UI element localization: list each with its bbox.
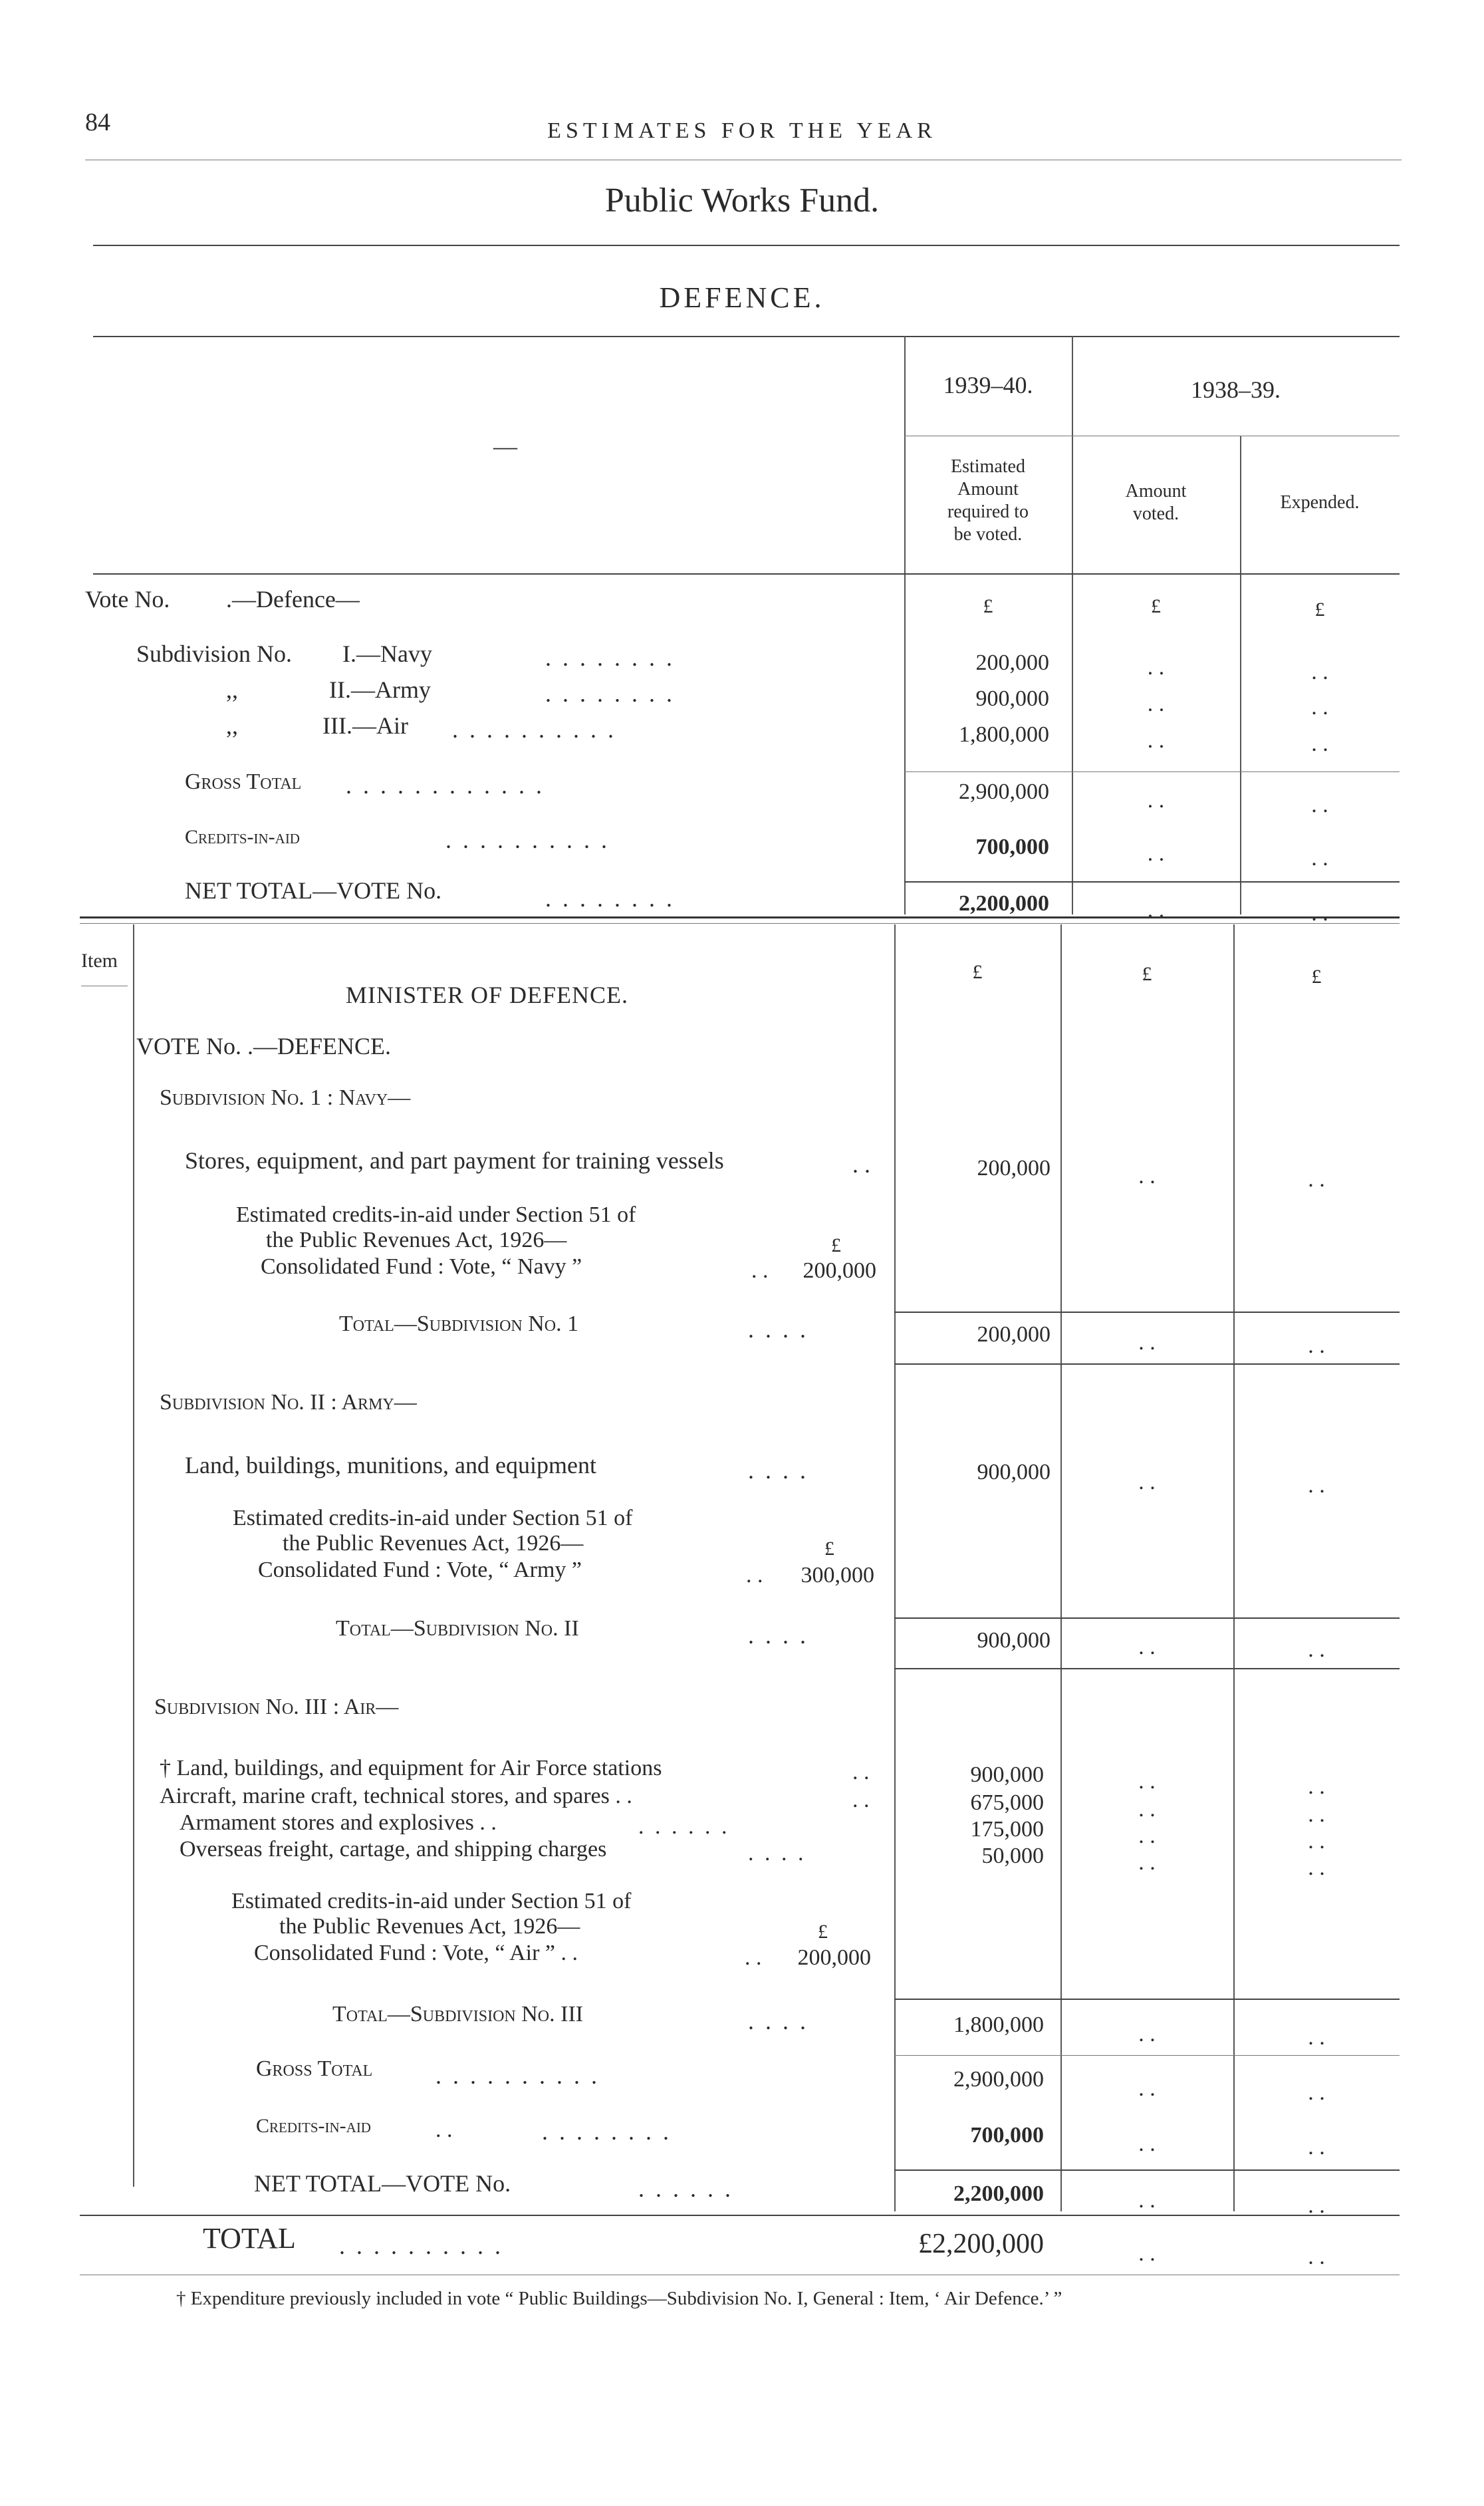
nil-cell: . .: [1308, 2080, 1325, 2105]
leader-dots: . .: [751, 1258, 769, 1283]
nil-cell: . .: [1311, 695, 1328, 720]
detail-net-rule: [894, 2169, 1400, 2171]
army-total-rule: [894, 1617, 1400, 1619]
nil-cell: . .: [1308, 1167, 1325, 1192]
leader-dots: . . . . . . . .: [545, 885, 675, 912]
fund-title: Public Works Fund.: [604, 182, 880, 219]
army-credits-line1: Estimated credits-in-aid under Section 51 of: [233, 1506, 633, 1530]
leader-dots: . . . . . . . .: [545, 680, 675, 707]
leader-dots: . . . . . . . .: [542, 2118, 672, 2145]
air-credits-line3: Consolidated Fund : Vote, “ Air ” . .: [254, 1941, 578, 1965]
year-previous: 1938–39.: [1191, 376, 1281, 403]
nil-cell: . .: [1311, 732, 1328, 756]
leader-dots: . .: [746, 1563, 763, 1588]
leader-dots: . . . . . . . .: [545, 644, 675, 671]
summary-row-value: 900,000: [975, 686, 1049, 711]
detail-net-total-value: 2,200,000: [953, 2181, 1044, 2206]
leader-dots: . . . .: [748, 1457, 808, 1484]
navy-credits-value: 200,000: [803, 1258, 876, 1283]
navy-total-value: 200,000: [977, 1322, 1051, 1347]
summary-row-num: III.—Air: [322, 712, 408, 739]
nil-cell: . .: [1138, 1797, 1156, 1822]
summary-bottom-rule: [80, 916, 1400, 918]
leader-dots: . . . . . . . . . .: [435, 2062, 600, 2089]
summary-currency-3: £: [1314, 599, 1325, 621]
leader-dots: . . . .: [748, 2008, 808, 2034]
col1-header: [904, 456, 1072, 546]
summary-row-value: 1,800,000: [959, 722, 1049, 747]
nil-cell: . .: [1138, 2241, 1156, 2266]
detail-net-total-label: NET TOTAL—VOTE No.: [254, 2170, 511, 2197]
running-title: ESTIMATES FOR THE YEAR: [547, 118, 937, 143]
nil-cell: . .: [1311, 793, 1328, 817]
air-credits-line2: the Public Revenues Act, 1926—: [279, 1914, 580, 1939]
summary-row-num: II.—Army: [329, 676, 431, 703]
nil-cell: . .: [1138, 1769, 1156, 1794]
army-line-value: 900,000: [977, 1460, 1051, 1484]
table-top-rule: [93, 336, 1400, 337]
summary-net-total-value: 2,200,000: [959, 891, 1049, 916]
col1-header-line-3: required to: [947, 501, 1029, 522]
nil-cell: . .: [1308, 1473, 1325, 1498]
item-label: Item: [81, 950, 118, 972]
header-bottom-rule: [93, 573, 1400, 575]
detail-credits-value: 700,000: [970, 2123, 1044, 2148]
detail-credits-label: Credits-in-aid: [256, 2115, 371, 2137]
col2-header-line-1: Amount: [1125, 481, 1187, 501]
summary-row-value: 200,000: [975, 650, 1049, 675]
year-current: 1939–40.: [943, 372, 1033, 398]
nil-cell: . .: [1311, 660, 1328, 684]
summary-currency-2: £: [1151, 595, 1161, 617]
navy-total-bottom-rule: [894, 1363, 1400, 1365]
navy-credits-line2: the Public Revenues Act, 1926—: [266, 1228, 567, 1252]
nil-cell: . .: [1308, 1856, 1325, 1880]
army-credits-line2: the Public Revenues Act, 1926—: [283, 1531, 584, 1556]
col2-header: [1072, 480, 1240, 525]
nil-cell: . .: [1138, 1470, 1156, 1494]
summary-row-num: I.—Navy: [342, 640, 432, 667]
nil-cell: . .: [1308, 1802, 1325, 1827]
nil-cell: . .: [1147, 728, 1165, 753]
detail-currency-3: £: [1311, 966, 1322, 988]
page-number: 84: [85, 108, 110, 136]
leader-dots: . .: [852, 1760, 870, 1784]
leader-dots: . . . .: [748, 1622, 808, 1649]
nil-cell: . .: [1138, 2132, 1156, 2156]
fund-rule: [93, 245, 1400, 246]
nil-cell: . .: [1308, 1333, 1325, 1358]
nil-cell: . .: [1308, 1829, 1325, 1854]
air-line-value: 675,000: [970, 1790, 1044, 1815]
summary-bottom-rule-2: [80, 923, 1400, 924]
nil-cell: . .: [1138, 1850, 1156, 1875]
detail-col3-divider: [1233, 924, 1235, 2211]
section-title: DEFENCE.: [659, 281, 825, 314]
air-total-bottom-rule: [894, 2055, 1400, 2056]
nil-cell: . .: [1147, 692, 1165, 716]
col1-divider: [904, 336, 906, 914]
air-line: † Land, buildings, and equipment for Air Force stations: [160, 1756, 662, 1780]
nil-cell: . .: [1311, 901, 1328, 926]
army-credits-line3: Consolidated Fund : Vote, “ Army ”: [258, 1558, 582, 1582]
nil-cell: . .: [1138, 2188, 1156, 2213]
air-line-value: 50,000: [981, 1844, 1044, 1868]
leader-dots: . .: [745, 1945, 762, 1970]
leader-dots: . . . . . . . . . .: [445, 827, 610, 853]
leader-dots: . . . . . .: [638, 2175, 733, 2202]
minister-heading: MINISTER OF DEFENCE.: [346, 982, 629, 1008]
air-credits-line1: Estimated credits-in-aid under Section 51 of: [231, 1889, 632, 1913]
grand-total-label: TOTAL: [203, 2222, 296, 2255]
air-line: Overseas freight, cartage, and shipping charges: [180, 1837, 607, 1862]
summary-subtotal-rule: [904, 771, 1400, 772]
leader-dots: . .: [852, 1788, 870, 1812]
air-line-value: 900,000: [970, 1762, 1044, 1787]
nil-cell: . .: [1308, 2193, 1325, 2218]
nil-cell: . .: [1147, 788, 1165, 813]
col1-header-line-4: be voted.: [953, 524, 1023, 545]
summary-row-label: Subdivision No.: [136, 640, 293, 667]
summary-credits-value: 700,000: [975, 835, 1049, 859]
nil-cell: . .: [1147, 898, 1165, 922]
summary-row-label: ,,: [226, 676, 238, 703]
army-credits-currency: £: [824, 1538, 834, 1560]
air-total-rule: [894, 1999, 1400, 2000]
col3-header: Expended.: [1280, 492, 1360, 513]
col2-divider: [1072, 336, 1073, 914]
leader-dots: . . . .: [748, 1316, 808, 1343]
nil-cell: . .: [1138, 1824, 1156, 1848]
summary-gross-total-value: 2,900,000: [959, 779, 1049, 804]
nil-cell: . .: [1138, 1635, 1156, 1659]
nil-cell: . .: [1308, 2135, 1325, 2159]
leader-dots: . . . .: [748, 1841, 806, 1866]
air-credits-currency: £: [818, 1921, 828, 1943]
army-credits-value: 300,000: [801, 1563, 874, 1588]
summary-row-label: ,,: [226, 712, 238, 739]
navy-credits-line3: Consolidated Fund : Vote, “ Navy ”: [261, 1254, 582, 1279]
navy-heading: Subdivision No. 1 : Navy—: [160, 1085, 411, 1110]
army-total-value: 900,000: [977, 1628, 1051, 1653]
detail-gross-total-value: 2,900,000: [953, 2067, 1044, 2092]
nil-cell: . .: [1308, 2245, 1325, 2269]
nil-cell: . .: [1138, 1164, 1156, 1188]
leader-dots: . . . . . . . . . .: [452, 716, 616, 743]
grand-total-value: £2,200,000: [918, 2229, 1044, 2259]
detail-col2-divider: [1060, 924, 1062, 2211]
nil-cell: . .: [1138, 2076, 1156, 2101]
nil-cell: . .: [1311, 846, 1328, 871]
leader-dots: . . . . . . . . . . . .: [346, 772, 545, 799]
leader-dots: . . . . . . . . . .: [339, 2233, 503, 2259]
air-total-value: 1,800,000: [953, 2013, 1044, 2037]
leader-dots: . .: [852, 1151, 870, 1178]
summary-currency-1: £: [983, 595, 993, 617]
leader-dots: . .: [435, 2118, 453, 2142]
nil-cell: . .: [1308, 1774, 1325, 1799]
nil-cell: . .: [1147, 841, 1165, 866]
detail-currency-1: £: [972, 961, 983, 983]
navy-line-value: 200,000: [977, 1156, 1051, 1181]
air-line-value: 175,000: [970, 1817, 1044, 1842]
nil-cell: . .: [1138, 2022, 1156, 2046]
air-line: Armament stores and explosives . .: [180, 1810, 497, 1835]
summary-vote-label: Vote No.: [85, 586, 170, 613]
air-heading: Subdivision No. III : Air—: [154, 1695, 399, 1719]
navy-total-label: Total—Subdivision No. 1: [339, 1312, 579, 1336]
nil-cell: . .: [1138, 1330, 1156, 1355]
summary-net-rule: [904, 881, 1400, 883]
army-heading: Subdivision No. II : Army—: [160, 1390, 417, 1415]
summary-net-total-label: NET TOTAL—VOTE No.: [185, 877, 442, 904]
army-line: Land, buildings, munitions, and equipment: [185, 1452, 596, 1478]
nil-cell: . .: [1147, 655, 1165, 680]
air-total-label: Total—Subdivision No. III: [332, 2002, 584, 2026]
air-line: Aircraft, marine craft, technical stores, and spares . .: [160, 1784, 632, 1808]
item-column-divider: [133, 924, 134, 2187]
detail-bottom-rule: [80, 2215, 1400, 2216]
col1-header-line-1: Estimated: [951, 456, 1025, 477]
army-total-bottom-rule: [894, 1668, 1400, 1669]
leader-dots: . . . . . .: [638, 1814, 730, 1839]
col1-header-line-2: Amount: [957, 479, 1019, 499]
col2-header-line-2: voted.: [1132, 503, 1179, 524]
detail-gross-total-label: Gross Total: [256, 2056, 373, 2081]
navy-credits-line1: Estimated credits-in-aid under Section 51 of: [236, 1202, 636, 1227]
detail-currency-2: £: [1142, 963, 1152, 985]
summary-vote-title: .—Defence—: [226, 586, 360, 613]
navy-credits-currency: £: [831, 1234, 841, 1256]
air-credits-value: 200,000: [797, 1945, 871, 1970]
detail-vote-line: VOTE No. .—DEFENCE.: [136, 1033, 391, 1059]
nil-cell: . .: [1308, 2025, 1325, 2050]
nil-cell: . .: [1308, 1637, 1325, 1662]
header-dash: —: [493, 433, 517, 460]
navy-line: Stores, equipment, and part payment for training vessels: [185, 1147, 724, 1174]
navy-total-rule: [894, 1312, 1400, 1313]
footnote: † Expenditure previously included in vote “ Public Buildings—Subdivision No. I, General : Item, ‘ Air Defence.’ ”: [176, 2288, 1062, 2309]
summary-credits-label: Credits-in-aid: [185, 826, 300, 848]
army-total-label: Total—Subdivision No. II: [336, 1616, 579, 1641]
summary-gross-total-label: Gross Total: [185, 769, 302, 794]
